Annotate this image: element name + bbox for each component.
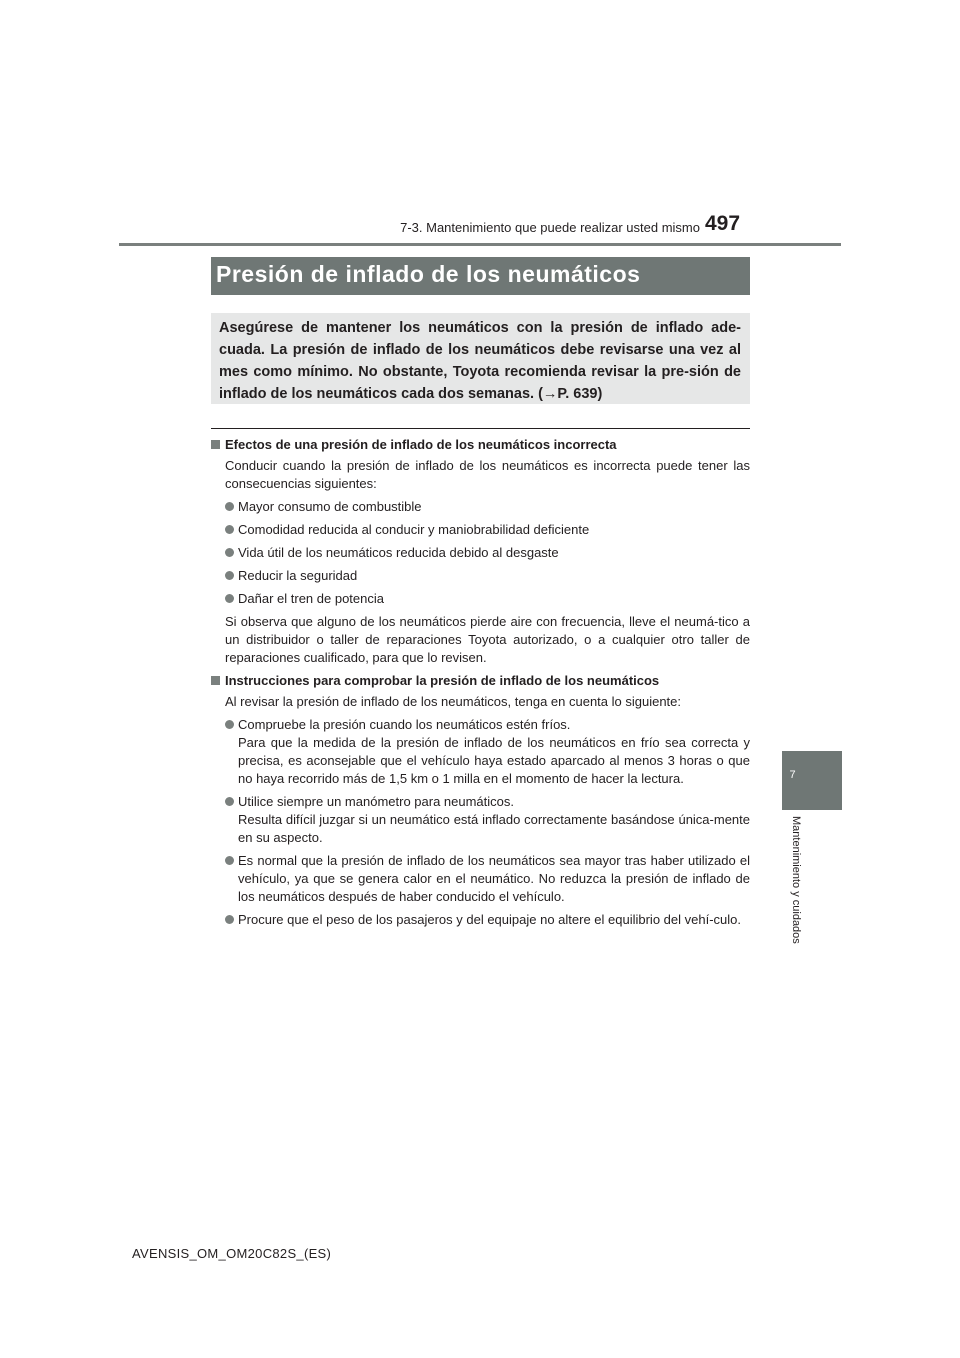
- list-item: [211, 567, 750, 585]
- list-item: [211, 544, 750, 562]
- title-bar: [211, 257, 750, 295]
- list-item: [211, 498, 750, 516]
- list-item-detail: Resulta difícil juzgar si un neumático está inflado correctamente basándose única-mente en su aspecto.: [238, 812, 750, 845]
- circle-bullet-icon: [225, 915, 234, 924]
- section-heading: [211, 672, 750, 690]
- footer-doc-code: AVENSIS_OM_OM20C82S_(ES): [132, 1246, 332, 1261]
- square-bullet-icon: [211, 440, 220, 449]
- list-item-text: Mayor consumo de combustible: [238, 499, 422, 514]
- circle-bullet-icon: [225, 571, 234, 580]
- list-item-title: Compruebe la presión cuando los neumáticos estén fríos.: [238, 717, 571, 732]
- list-item: [211, 793, 750, 847]
- circle-bullet-icon: [225, 797, 234, 806]
- list-item-text: Comodidad reducida al conducir y maniobrabilidad deficiente: [238, 522, 590, 537]
- list-item-text: Vida útil de los neumáticos reducida debido al desgaste: [238, 545, 559, 560]
- intro-box: [211, 313, 750, 404]
- section-paragraph: Conducir cuando la presión de inflado de los neumáticos es incorrecta puede tener las consecuencias siguientes:: [225, 458, 750, 491]
- circle-bullet-icon: [225, 502, 234, 511]
- chapter-number: 7: [789, 769, 796, 781]
- section-rule: [211, 428, 750, 429]
- section-paragraph: Si observa que alguno de los neumáticos pierde aire con frecuencia, lleve el neumá-tico a un distribuidor o taller de reparaciones Toyota autorizado, o a cualquier otro taller de reparaciones cualificado, para que lo revisen.: [225, 614, 750, 665]
- list-item-text: Dañar el tren de potencia: [238, 591, 384, 606]
- list-item-title: Utilice siempre un manómetro para neumáticos.: [238, 794, 515, 809]
- section-paragraph: Al revisar la presión de inflado de los neumáticos, tenga en cuenta lo siguiente:: [225, 694, 682, 709]
- chapter-label: Mantenimiento y cuidados: [790, 816, 802, 944]
- header-rule: [119, 243, 841, 246]
- list-item: [211, 521, 750, 539]
- running-header-section: 7-3. Mantenimiento que puede realizar usted mismo: [400, 220, 700, 235]
- square-bullet-icon: [211, 676, 220, 685]
- circle-bullet-icon: [225, 856, 234, 865]
- list-item: [211, 716, 750, 788]
- list-item: [211, 590, 750, 608]
- list-item-detail: Para que la medida de la presión de inflado de los neumáticos en frío sea correcta y precisa, es aconsejable que el vehículo haya estado aparcado al menos 3 horas o que no haya recorrido más de 1,5 km o 1 milla en el momento de hacer la lectura.: [238, 735, 750, 786]
- list-item-title: Procure que el peso de los pasajeros y del equipaje no altere el equilibrio del vehí-culo.: [238, 912, 741, 927]
- page-title: Presión de inflado de los neumáticos: [216, 261, 641, 287]
- list-item-text: Reducir la seguridad: [238, 568, 358, 583]
- circle-bullet-icon: [225, 525, 234, 534]
- list-item: [211, 911, 750, 929]
- list-item: [211, 852, 750, 906]
- list-item-title: Es normal que la presión de inflado de los neumáticos sea mayor tras haber utilizado el vehículo, ya que se genera calor en el neumático. No reduzca la presión de inflado de los neumáticos después de haber conducido el vehículo.: [238, 853, 750, 904]
- intro-text: Asegúrese de mantener los neumáticos con la presión de inflado ade-cuada. La presión de inflado de los neumáticos debe revisarse una vez al mes como mínimo. No obstante, Toyota recomienda revisar la pre-sión de inflado de los neumáticos cada dos semanas. (→P. 639): [219, 320, 741, 402]
- section-heading-text: Instrucciones para comprobar la presión de inflado de los neumáticos: [225, 673, 660, 688]
- circle-bullet-icon: [225, 594, 234, 603]
- section-heading-text: Efectos de una presión de inflado de los neumáticos incorrecta: [225, 437, 617, 452]
- content-body: [211, 436, 750, 934]
- circle-bullet-icon: [225, 548, 234, 557]
- circle-bullet-icon: [225, 720, 234, 729]
- section-heading: [211, 436, 750, 454]
- page-number: 497: [705, 212, 741, 235]
